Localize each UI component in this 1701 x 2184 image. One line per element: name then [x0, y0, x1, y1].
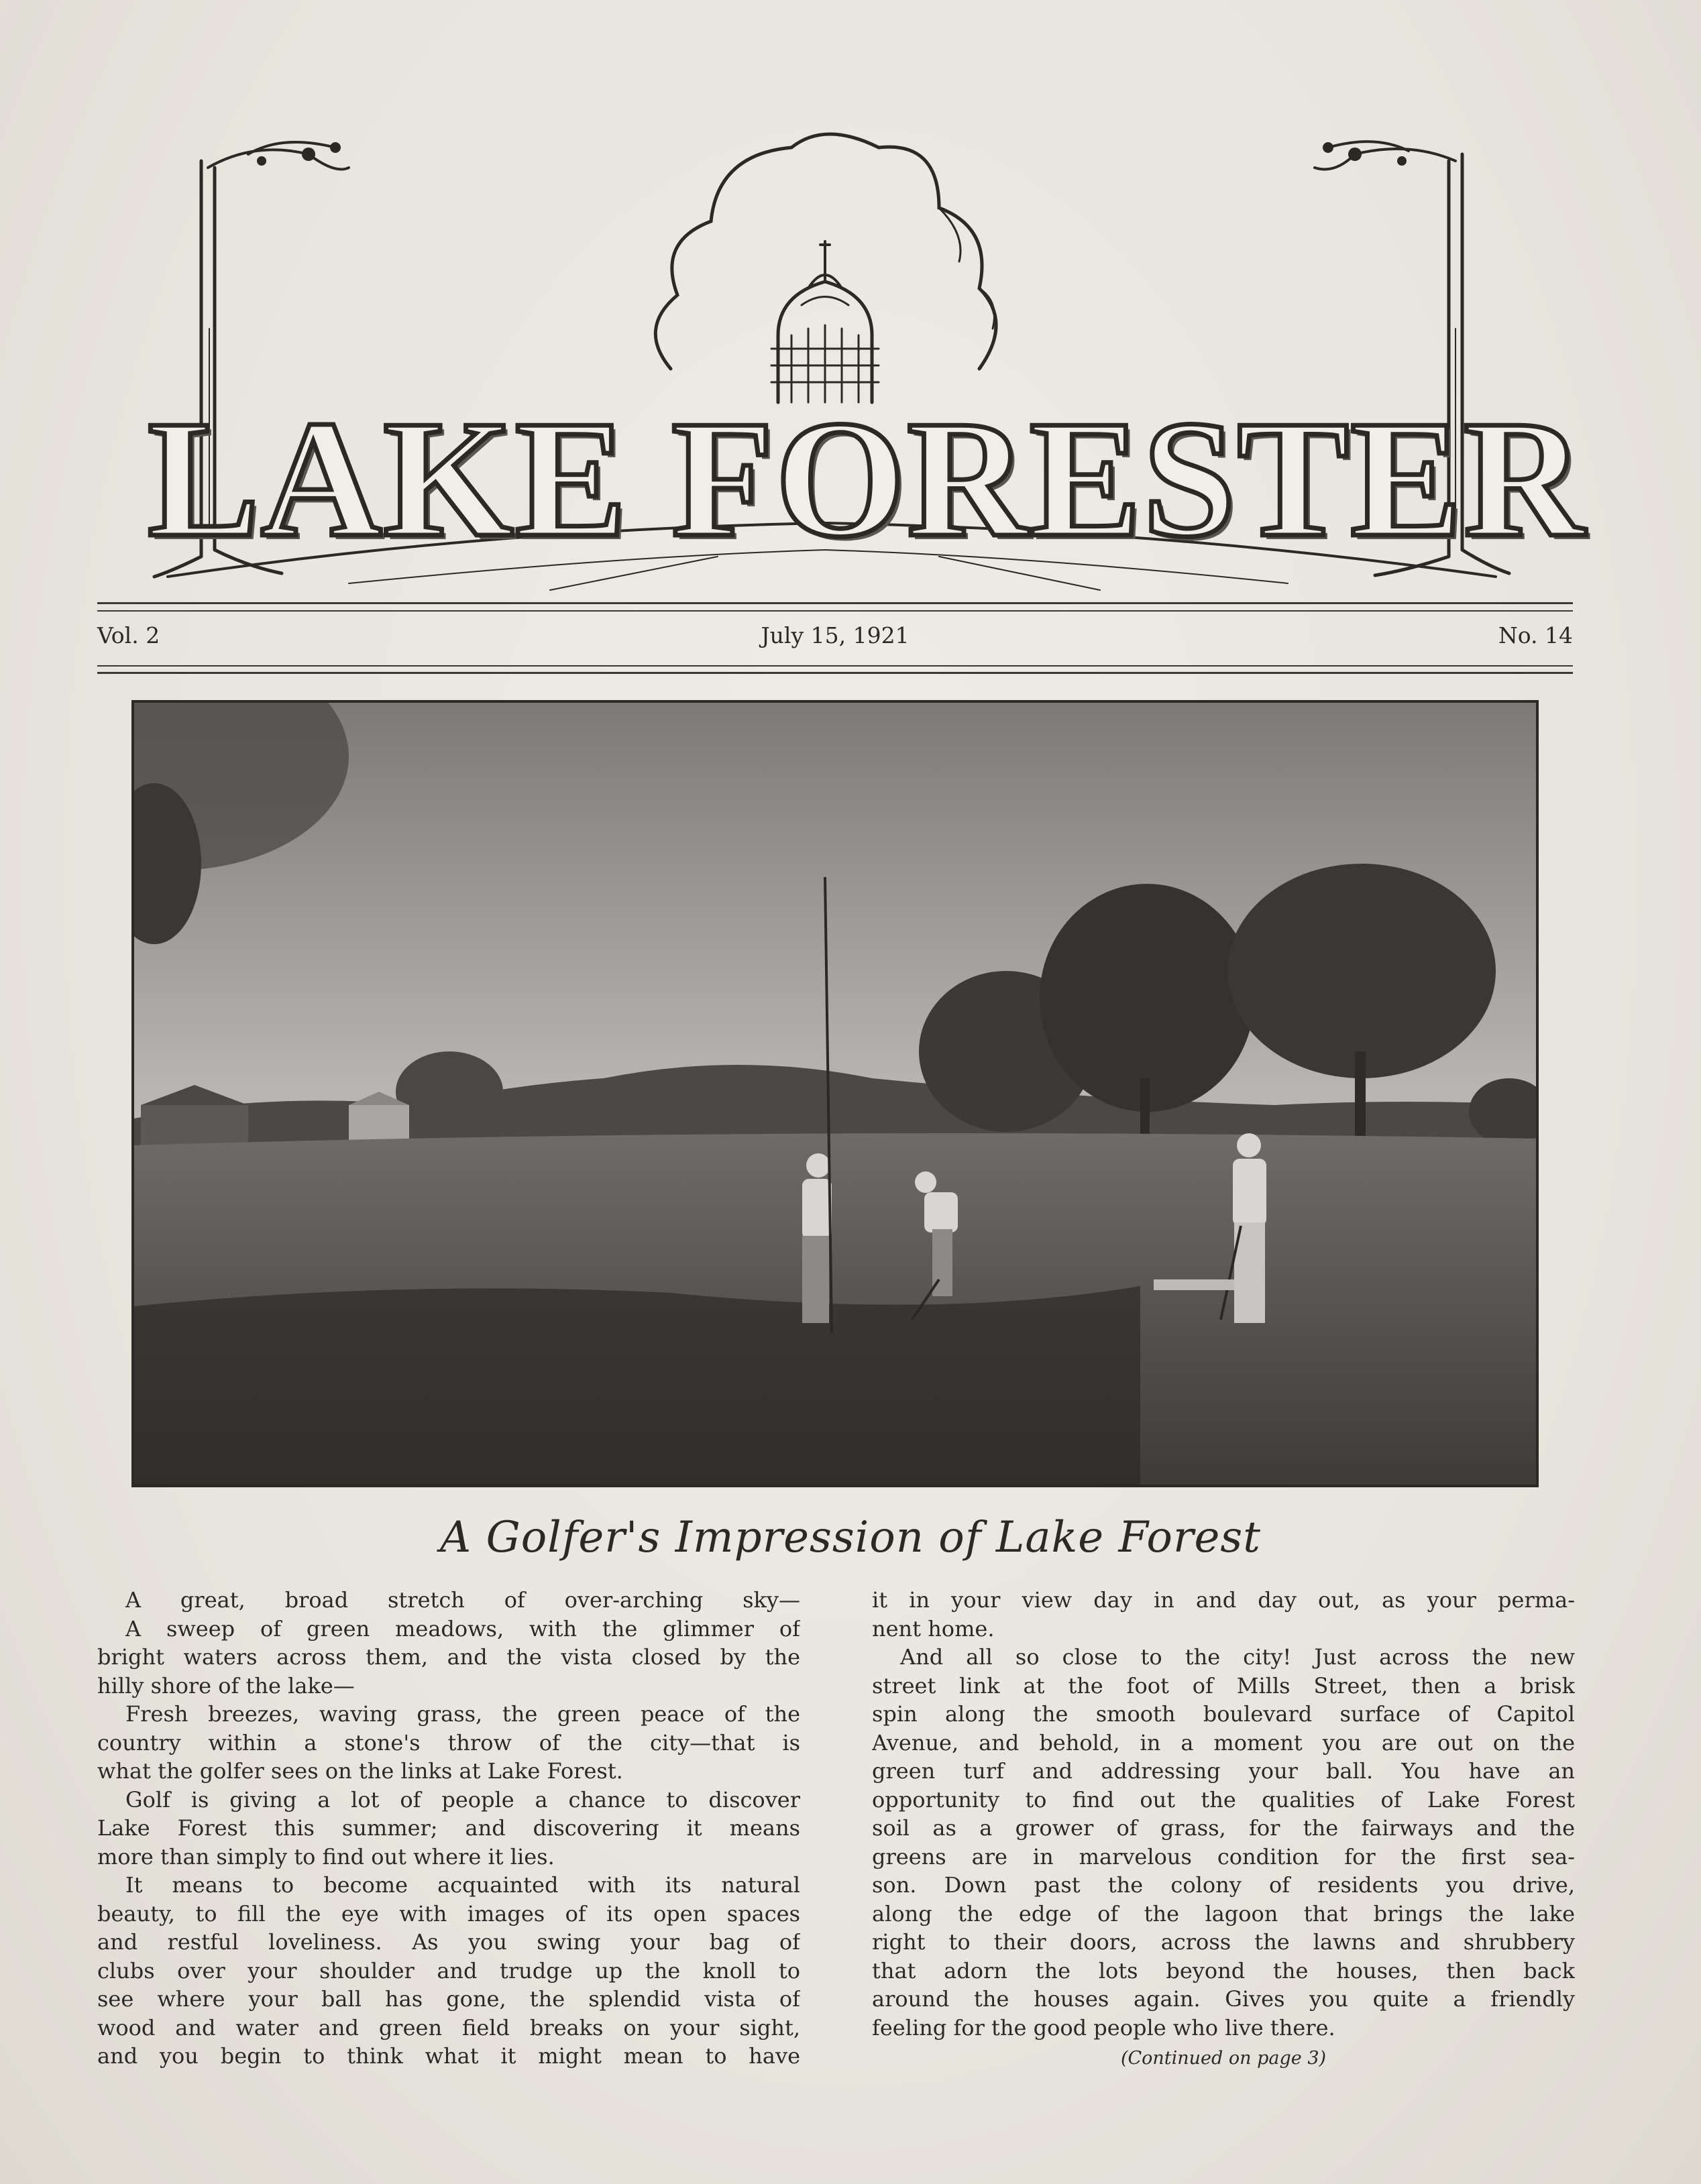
continued-note: (Continued on page 3) [1120, 2048, 1327, 2069]
article-line: It means to become acquainted with its natural [125, 1872, 800, 1898]
article-column-left [97, 1586, 800, 2071]
article-line: Golf is giving a lot of people a chance to discover [125, 1786, 800, 1813]
article-line: soil as a grower of grass, for the fairways and the [872, 1815, 1575, 1841]
issue-line [97, 622, 1573, 656]
article-line: country within a stone's throw of the city—that is [97, 1729, 800, 1756]
article-line: hilly shore of the lake— [97, 1672, 355, 1699]
article-line: and you begin to think what it might mean to have [97, 2043, 800, 2069]
article-line: wood and water and green field breaks on your sight, [97, 2014, 800, 2041]
article-headline: A Golfer's Impression of Lake Forest [440, 1513, 1261, 1562]
article-line: opportunity to find out the qualities of Lake Forest [872, 1786, 1575, 1813]
volume-label: Vol. 2 [97, 622, 160, 648]
article-line: around the houses again. Gives you quite a friendly [872, 1986, 1575, 2012]
article-line: A great, broad stretch of over-arching sky— [125, 1587, 800, 1613]
article-line: and restful loveliness. As you swing your bag of [97, 1929, 800, 1955]
article-line: clubs over your shoulder and trudge up the knoll to [97, 1957, 800, 1984]
article-line: bright waters across them, and the vista closed by the [97, 1644, 800, 1670]
article-line: beauty, to fill the eye with images of its open spaces [97, 1900, 800, 1927]
article-line: street link at the foot of Mills Street, then a brisk [872, 1672, 1575, 1699]
article-line: it in your view day in and day out, as your perma- [872, 1587, 1575, 1613]
article-line: Lake Forest this summer; and discovering it means [97, 1815, 800, 1841]
masthead-rule-top [97, 602, 1573, 604]
article-line: And all so close to the city! Just across the new [900, 1644, 1575, 1670]
article-line: more than simply to find out where it lies. [97, 1843, 555, 1870]
article-line: that adorn the lots beyond the houses, then back [872, 1957, 1575, 1984]
article-line: A sweep of green meadows, with the glimmer of [125, 1615, 800, 1642]
article-line: Fresh breezes, waving grass, the green peace of the [125, 1701, 800, 1727]
issue-number: No. 14 [1498, 622, 1573, 648]
masthead-title: LAKE FORESTER [148, 386, 1586, 572]
masthead-rule-top-thin [97, 610, 1573, 612]
article-line: right to their doors, across the lawns and shrubbery [872, 1929, 1575, 1955]
article-line: see where your ball has gone, the splendid vista of [97, 1986, 800, 2012]
article-line: spin along the smooth boulevard surface of Capitol [872, 1701, 1575, 1727]
golf-course-photo [131, 700, 1539, 1487]
article-line: what the golfer sees on the links at Lake Forest. [97, 1758, 623, 1784]
article-column-right [872, 1586, 1575, 2042]
article-line: feeling for the good people who live there. [872, 2014, 1335, 2041]
article-line: along the edge of the lagoon that brings the lake [872, 1900, 1575, 1927]
masthead-rule-bottom [97, 672, 1573, 674]
article-line: nent home. [872, 1615, 995, 1642]
masthead [148, 127, 1586, 597]
article-line: green turf and addressing your ball. You have an [872, 1758, 1575, 1784]
issue-date: July 15, 1921 [761, 622, 910, 648]
masthead-rule-bottom-thin [97, 665, 1573, 667]
article-line: son. Down past the colony of residents you drive, [872, 1872, 1575, 1898]
article-line: Avenue, and behold, in a moment you are out on the [872, 1729, 1575, 1756]
golfers-on-fairway-photo-icon [134, 703, 1536, 1485]
article-line: greens are in marvelous condition for the first sea- [872, 1843, 1575, 1870]
